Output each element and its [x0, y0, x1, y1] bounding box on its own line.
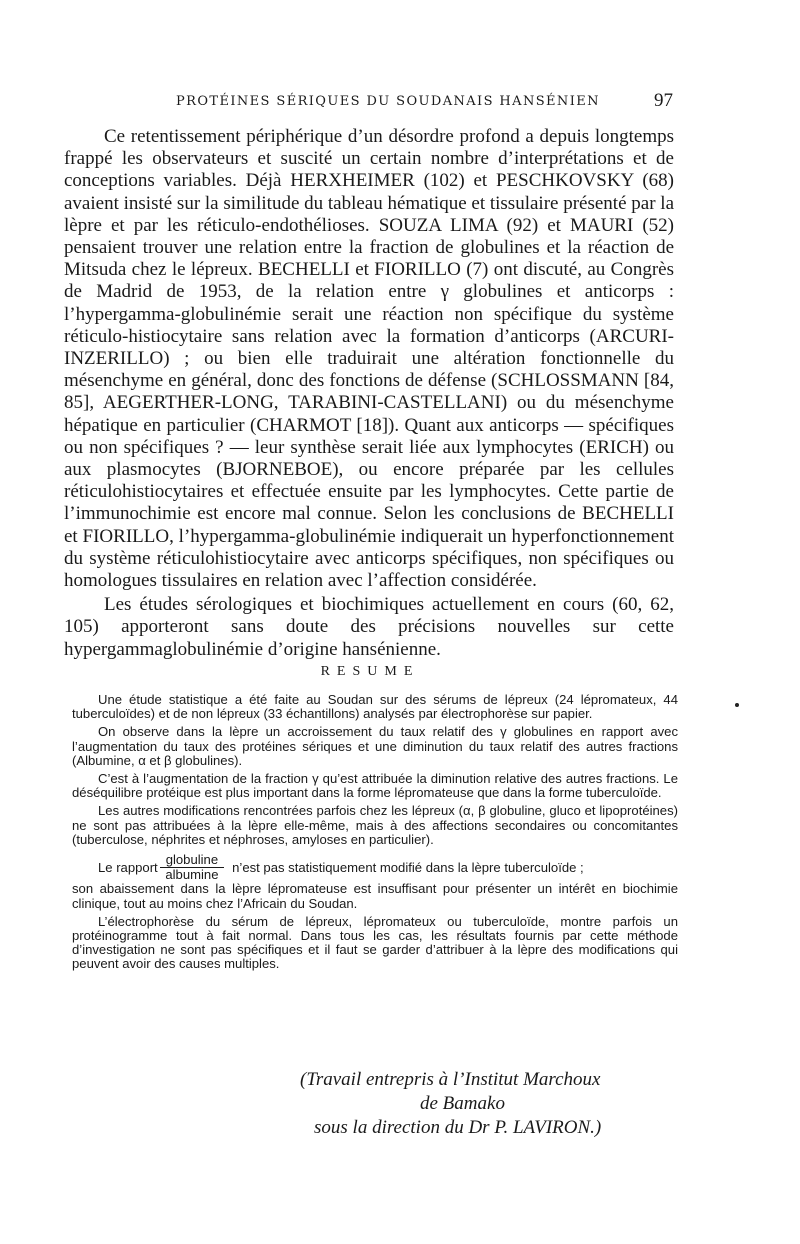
resume-paragraph-2: On observe dans la lèpre un accroissement du taux relatif des γ globulines en rapport avec l’augmentation du taux des protéines sériques et une diminution du taux relatif des autres fractions (Albumine, α et β globulines). [72, 724, 678, 768]
page-header [0, 92, 800, 116]
resume-section [72, 693, 678, 976]
signature-line-3: sous la direction du Dr P. LAVIRON.) [314, 1117, 602, 1138]
resume-paragraph-3: C’est à l’augmentation de la fraction γ qu’est attribuée la diminution relative des autres fractions. Le déséquilibre protéique est plus important dans la forme lépromateuse que dans la forme tuberculoïde. [72, 771, 678, 801]
resume-heading: RESUME [320, 664, 420, 679]
page-number: 97 [654, 90, 673, 111]
ratio-rest: n’est pas statistiquement modifié dans la lèpre tuberculoïde ; [232, 859, 584, 875]
signature-line-2: de Bamako [420, 1093, 505, 1114]
signature-block [270, 1068, 670, 1140]
margin-mark [735, 703, 739, 707]
ratio-line [72, 853, 678, 882]
body-paragraph-2: Les études sérologiques et biochimiques actuellement en cours (60, 62, 105) apporteront sans doute des précisions nouvelles sur cette hypergammaglobulinémie d’origine hansénienne. [64, 594, 674, 660]
body-paragraph-1: Ce retentissement périphérique d’un désordre profond a depuis longtemps frappé les observateurs et suscité un certain nombre d’interprétations et de conceptions variables. Déjà HERXHEIMER (102) et PESCHKOVSKY (68) avaient insisté sur la similitude du tableau hématique et tissulaire présenté par la lèpre et par les réticulo-endothélioses. SOUZA LIMA (92) et MAURI (52) pensaient trouver une relation entre la fraction de globulines et la réaction de Mitsuda chez le lépreux. BECHELLI et FIORILLO (7) ont discuté, au Congrès de Madrid de 1953, de la relation entre γ globulines et anticorps : l’hypergamma-globulinémie serait une réaction non spécifique du système réticulo-histiocytaire sans relation avec la formation d’anticorps (ARCURI-INZERILLO) ; ou bien elle traduirait une altération fonctionnelle du mésenchyme en général, donc des fonctions de défense (SCHLOSSMANN [84, 85], AEGERTHER-LONG, TARABINI-CASTELLANI) ou du mésenchyme hépatique en particulier (CHARMOT [18]). Quant aux anticorps — spécifiques ou non spécifiques ? — leur synthèse serait liée aux lymphocytes (ERICH) ou aux plasmocytes (BJORNEBOE), ou encore préparée par les cellules réticulohistiocytaires et effectuée ensuite par les lymphocytes. Cette partie de l’immunochimie est encore mal connue. Selon les conclusions de BECHELLI et FIORILLO, l’hypergamma-globulinémie indiquerait un hyperfonctionnement du système réticulohistiocytaire avec anticorps spécifiques, non spécifiques ou homologues tissulaires en relation avec l’affection considérée. [64, 126, 674, 592]
resume-paragraph-5-continued: son abaissement dans la lèpre lépromateuse est insuffisant pour présenter un intérêt en biochimie clinique, tout au moins chez l’Africain du Soudan. [72, 881, 678, 911]
resume-paragraph-1: Une étude statistique a été faite au Soudan sur des sérums de lépreux (24 lépromateux, 44 tuberculoïdes) et de non lépreux (33 échantillons) analysés par électrophorèse sur papier. [72, 692, 678, 722]
running-title: PROTÉINES SÉRIQUES DU SOUDANAIS HANSÉNIEN [176, 94, 600, 109]
resume-paragraph-4: Les autres modifications rencontrées parfois chez les lépreux (α, β globuline, gluco et lipoprotéines) ne sont pas attribuées à la lèpre elle-même, mais à des affections secondaires ou concomitantes (tuberculose, néphrites et néphroses, amyloses en particulier). [72, 803, 678, 847]
body-text [64, 126, 674, 661]
signature-line-1: (Travail entrepris à l’Institut Marchoux [300, 1069, 601, 1090]
resume-paragraph-6: L’électrophorèse du sérum de lépreux, lépromateux ou tuberculoïde, montre parfois un protéinogramme tout à fait normal. Dans tous les cas, les résultats fournis par cette méthode d’investigation ne sont pas spécifiques et il faut se garder d’attribuer à la lèpre des modifications qui peuvent avoir des causes multiples. [72, 913, 678, 972]
ratio-denominator: albumine [165, 867, 219, 883]
ratio-fraction [160, 853, 224, 882]
ratio-lead: Le rapport [98, 859, 158, 875]
ratio-numerator: globuline [160, 853, 224, 868]
